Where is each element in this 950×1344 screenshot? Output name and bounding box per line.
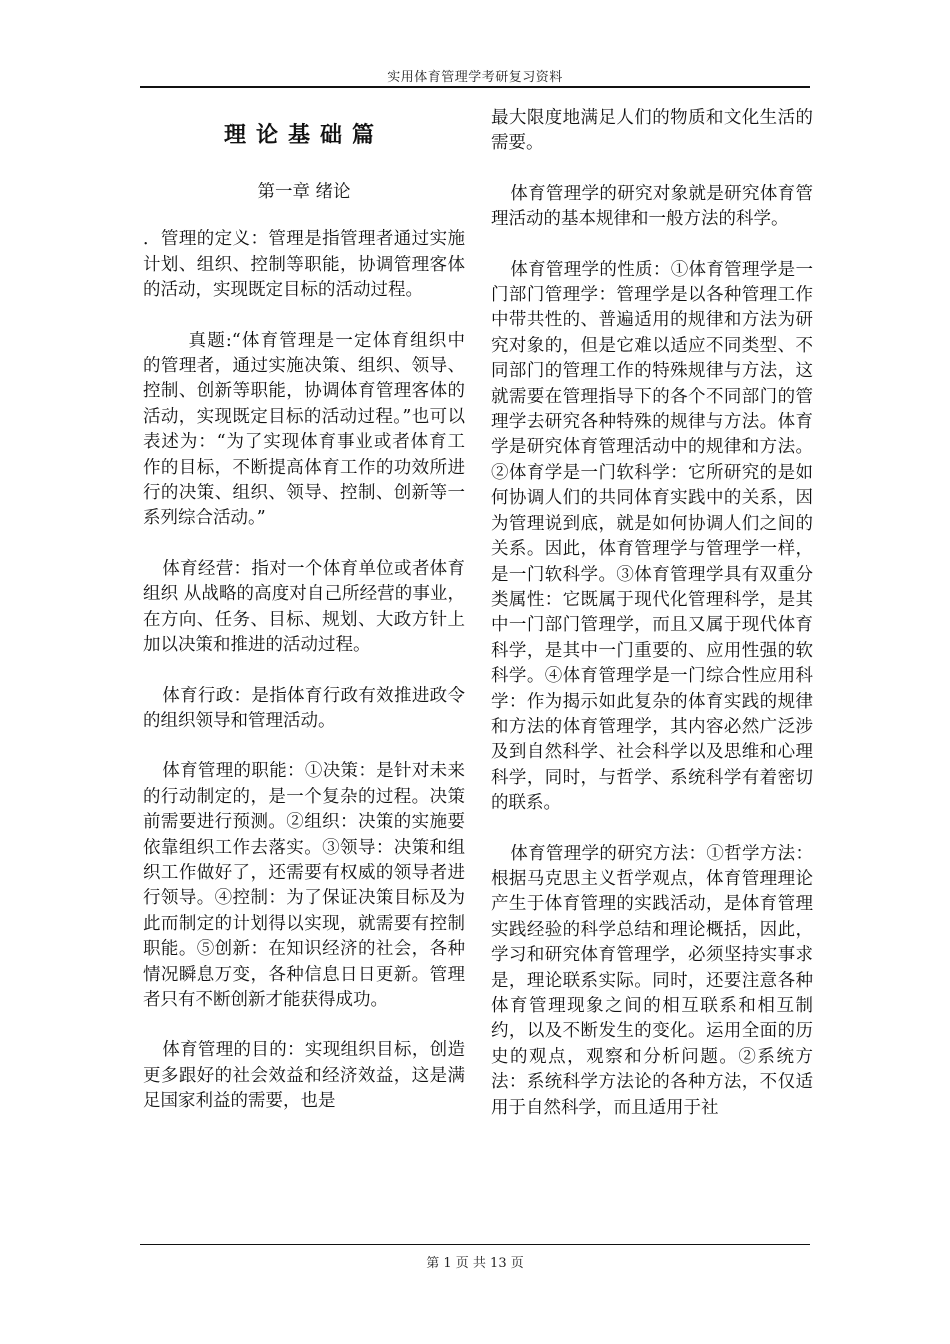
paragraph-nature: 体育管理学的性质：①体育管理学是一门部门管理学：管理学是以各种管理工作中带共性的、普遍适用的规律和方法为研究对象的，但是它难以适应不同类型、不同部门的管理工作的特殊规律与方法，这就需要在管理指导下的各个不同部门的管理学去研究各种特殊的规律与方法。体育学是研究体育管理活动中的规律和方法。②体育学是一门软科学：它所研究的是如何协调人们的共同体育实践中的关系，因为管理说到底，就是如何协调人们之间的关系。因此，体育管理学与管理学一样，是一门软科学。③体育管理学具有双重分类属性：它既属于现代化管理科学，是其中一门部门管理学，而且又属于现代体育科学，是其中一门重要的、应用性强的软科学。④体育管理学是一门综合性应用科学：作为揭示如此复杂的体育实践的规律和方法的体育管理学，其内容必然广泛涉及到自然科学、社会科学以及思维和心理科学，同时，与哲学、系统科学有着密切的联系。 xyxy=(491,259,813,814)
paragraph-management-purpose: 体育管理的目的：实现组织目标，创造更多跟好的社会效益和经济效益，这是满足国家利益的需要，也是 xyxy=(143,1040,465,1112)
paragraph-purpose-continued: 最大限度地满足人们的物质和文化生活的需要。 xyxy=(491,108,813,154)
paragraph-sports-administration: 体育行政：是指体育行政有效推进政令的组织领导和管理活动。 xyxy=(143,685,465,731)
footer-rule xyxy=(140,1244,810,1245)
paragraph-research-object: 体育管理学的研究对象就是研究体育管理活动的基本规律和一般方法的科学。 xyxy=(491,183,813,230)
section-title: 理论基础篇 xyxy=(223,122,384,148)
page-number: 第 1 页 共 13 页 xyxy=(426,1256,524,1271)
right-column xyxy=(491,106,813,1121)
chapter-heading: 第一章 绪论 xyxy=(257,182,351,202)
paragraph-exam-question: 真题:“体育管理是一定体育组织中的管理者，通过实施决策、组织、领导、控制、创新等职能，协调体育管理客体的活动，实现既定目标的活动过程。”也可以表述为：“为了实现体育事业或者体育工作的目标，不断提高体育工作的功效所进行的决策、组织、领导、控制、创新等一系列综合活动。” xyxy=(143,330,465,529)
paragraph-management-functions: 体育管理的职能：①决策：是针对未来的行动制定的，是一个复杂的过程。决策前需要进行预测。②组织：决策的实施要依靠组织工作去落实。③领导：决策和组织工作做好了，还需要有权威的领导者进行领导。④控制：为了保证决策目标及为此而制定的计划得以实现，就需要有控制职能。⑤创新：在知识经济的社会，各种情况瞬息万变，各种信息日日更新。管理者只有不断创新才能获得成功。 xyxy=(143,761,465,1010)
page-header: 实用体育管理学考研复习资料 xyxy=(387,70,563,85)
paragraph-research-methods: 体育管理学的研究方法：①哲学方法：根据马克思主义哲学观点，体育管理理论产生于体育管理的实践活动，是体育管理实践经验的科学总结和理论概括，因此，学习和研究体育管理学，必须坚持实事求是，理论联系实际。同时，还要注意各种体育管理现象之间的相互联系和相互制约，以及不断发生的变化。运用全面的历史的观点，观察和分析问题。②系统方法：系统科学方法论的各种方法，不仅适用于自然科学，而且适用于社 xyxy=(491,843,813,1118)
paragraph-management-definition: ．管理的定义：管理是指管理者通过实施计划、组织、控制等职能，协调管理客体的活动，实现既定目标的活动过程。 xyxy=(143,229,465,301)
left-column xyxy=(143,106,465,1115)
header-rule xyxy=(140,86,810,88)
paragraph-sports-operation: 体育经营：指对一个体育单位或者体育组织 从战略的高度对自己所经营的事业，在方向、任务、目标、规划、大政方针上加以决策和推进的活动过程。 xyxy=(143,558,465,656)
